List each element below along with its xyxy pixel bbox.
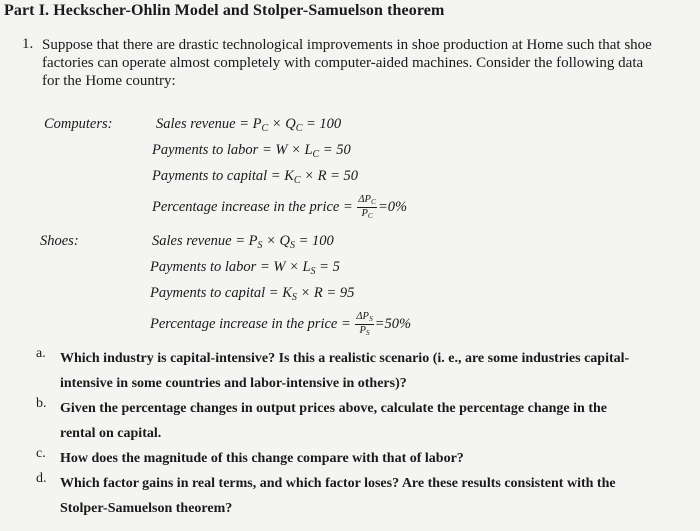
sub-question-text (60, 346, 680, 396)
eq-var: K (284, 168, 294, 184)
sub-question-line: Stolper-Samuelson theorem? (60, 501, 233, 516)
question-line: factories can operate almost completely with computer-aided machines. Consider the following data (42, 55, 644, 71)
sub-question-letter: b. (36, 396, 47, 411)
eq-subscript: C (367, 211, 373, 220)
question-line: Suppose that there are drastic technological improvements in shoe production at Home such that shoe (42, 37, 652, 53)
computers-capital-equation (152, 168, 358, 186)
computers-sales-equation (156, 116, 341, 134)
eq-subscript: S (368, 314, 373, 323)
eq-subscript: S (257, 240, 263, 251)
eq-var: W × L (273, 259, 311, 275)
eq-var: W × L (275, 142, 313, 158)
eq-subscript: S (290, 240, 296, 251)
eq-subscript: C (261, 123, 269, 134)
eq-text: Percentage increase in the price = (150, 315, 355, 332)
sub-question-letter: a. (36, 346, 46, 361)
sub-question-line: Given the percentage changes in output prices above, calculate the percentage change in the (60, 401, 607, 416)
question-prompt (42, 36, 682, 90)
question-line: for the Home country: (42, 73, 176, 89)
eq-subscript: C (312, 149, 320, 160)
eq-value: = 50 (326, 168, 359, 184)
fraction-numerator: ΔP (358, 194, 371, 205)
eq-operator: × (262, 233, 280, 249)
shoes-sales-equation (152, 233, 334, 251)
fraction-denominator: P (359, 325, 366, 336)
sub-question-line: Which factor gains in real terms, and which factor loses? Are these results consistent with the (60, 476, 616, 491)
eq-subscript: S (310, 266, 316, 277)
eq-subscript: C (293, 175, 301, 186)
question-number: 1. (22, 36, 34, 52)
eq-var: Q (285, 116, 296, 132)
eq-text: Sales revenue = (152, 233, 249, 249)
shoes-capital-equation (150, 285, 354, 303)
shoes-labor-equation (150, 259, 340, 277)
eq-text: Payments to capital = (152, 168, 285, 184)
computers-label: Computers: (44, 116, 113, 132)
eq-var: P (248, 233, 258, 249)
computers-labor-equation (152, 142, 351, 160)
fraction-denominator: P (361, 208, 368, 219)
sub-question-text (60, 396, 680, 446)
sub-question-letter: c. (36, 446, 46, 461)
fraction-numerator: ΔP (356, 311, 369, 322)
eq-operator: × R (296, 285, 323, 301)
shoes-price-equation (150, 311, 411, 338)
eq-value: = 95 (322, 285, 355, 301)
eq-subscript: C (370, 197, 376, 206)
eq-value: = 5 (315, 259, 340, 275)
eq-value: = 100 (295, 233, 334, 249)
sub-question-letter: d. (36, 471, 47, 486)
page-title: Part I. Heckscher-Ohlin Model and Stolper-Samuelson theorem (4, 2, 445, 19)
shoes-label: Shoes: (40, 233, 79, 249)
eq-text: Payments to labor = (152, 142, 276, 158)
sub-question-text (60, 471, 680, 521)
eq-var: P (252, 116, 262, 132)
sub-question-line: intensive in some countries and labor-intensive in others)? (60, 376, 407, 391)
computers-price-equation (152, 194, 407, 221)
sub-question-text (60, 446, 680, 471)
eq-value: = 50 (319, 142, 351, 158)
eq-operator: × R (300, 168, 327, 184)
eq-text: Payments to labor = (150, 259, 274, 275)
eq-subscript: S (365, 328, 370, 337)
eq-value: = 100 (302, 116, 342, 132)
sub-question-line: Which industry is capital-intensive? Is this a realistic scenario (i. e., are some industries capital- (60, 351, 630, 366)
eq-operator: × (268, 116, 286, 132)
sub-question-line: How does the magnitude of this change compare with that of labor? (60, 451, 464, 466)
eq-subscript: C (295, 123, 303, 134)
eq-text: Percentage increase in the price = (152, 198, 357, 215)
eq-var: K (282, 285, 292, 301)
eq-value: =50% (374, 315, 412, 332)
eq-text: Sales revenue = (156, 116, 253, 132)
eq-subscript: S (291, 292, 297, 303)
price-fraction (355, 311, 373, 338)
eq-text: Payments to capital = (150, 285, 283, 301)
eq-value: =0% (377, 198, 408, 215)
sub-question-line: rental on capital. (60, 426, 162, 441)
eq-var: Q (279, 233, 291, 249)
price-fraction (357, 194, 377, 221)
